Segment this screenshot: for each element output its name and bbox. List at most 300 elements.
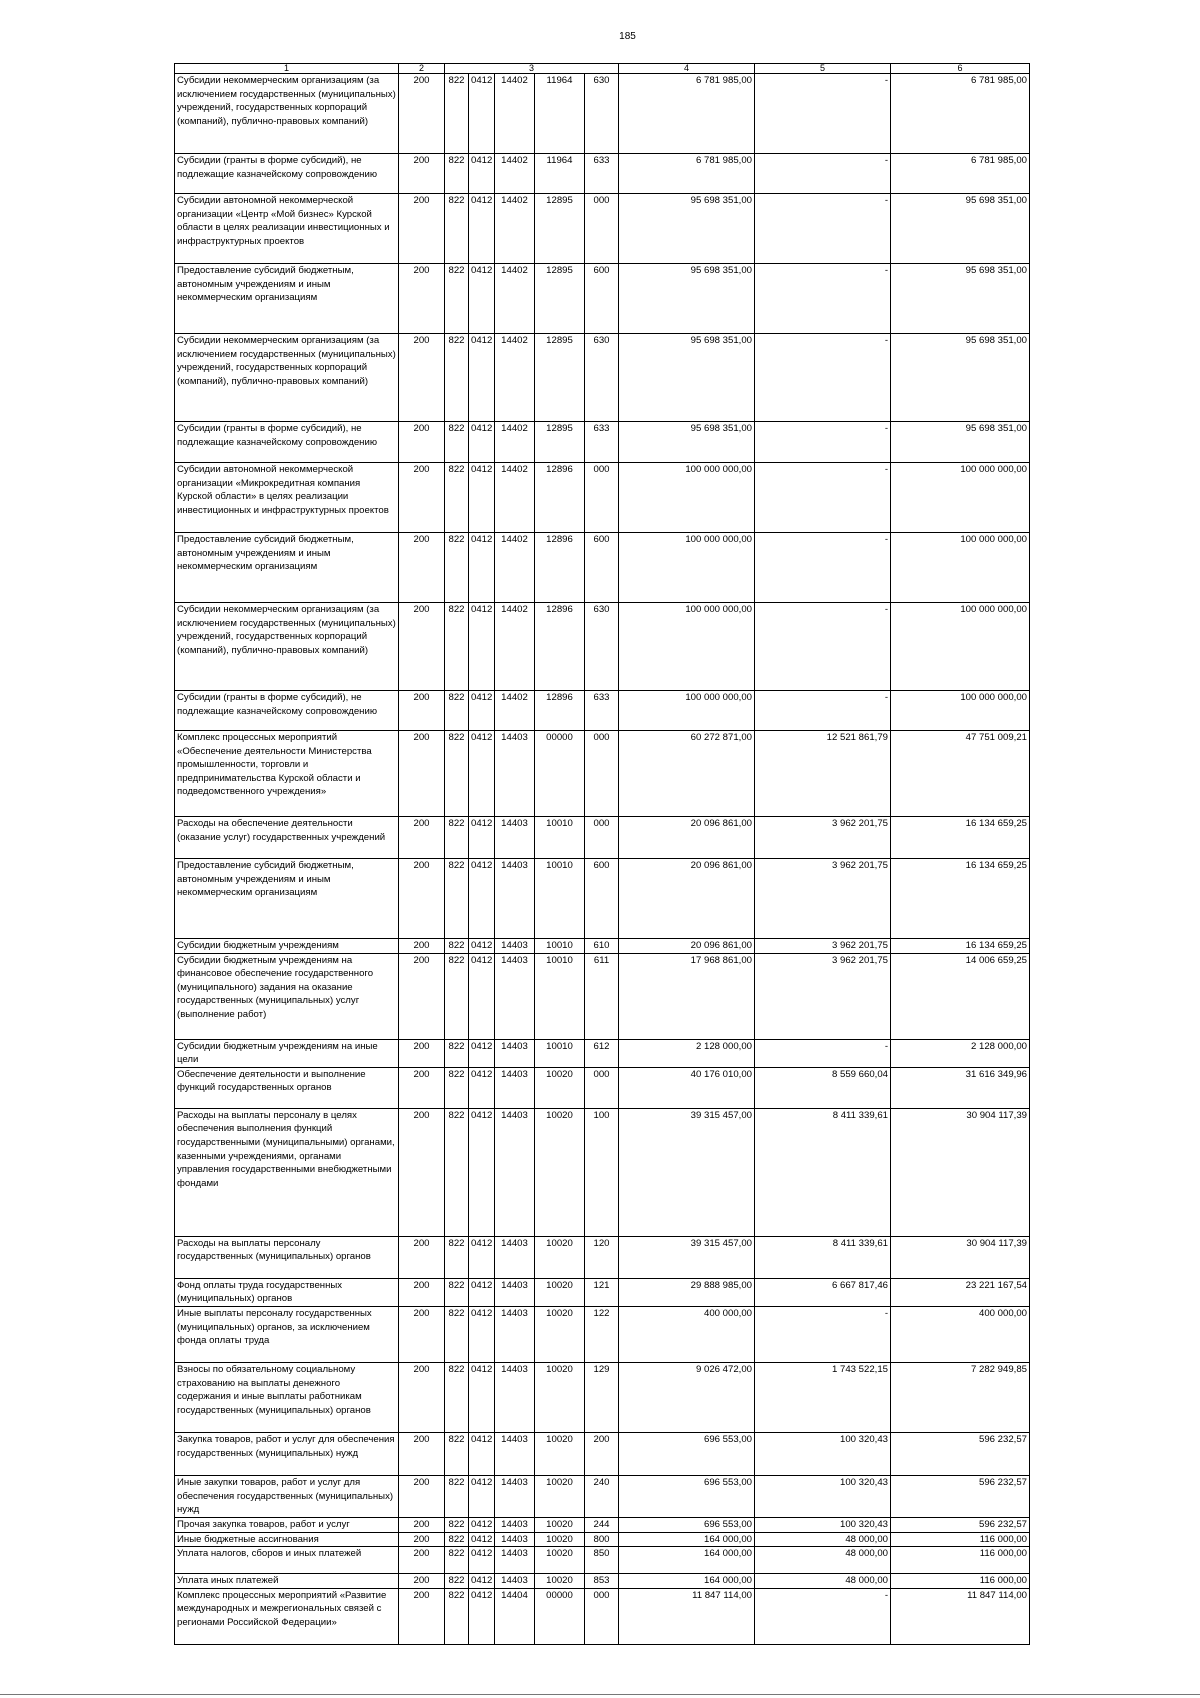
header-col-4: 4	[619, 64, 755, 74]
row-gr-code: 822	[445, 1108, 469, 1236]
row-approved: 164 000,00	[619, 1574, 755, 1589]
row-approved: 100 000 000,00	[619, 463, 755, 533]
row-direction-code: 12896	[535, 463, 585, 533]
row-code: 200	[399, 1108, 445, 1236]
row-name: Предоставление субсидий бюджетным, автономным учреждениям и иным некоммерческим организациям	[175, 533, 399, 603]
row-gr-code: 822	[445, 1532, 469, 1547]
row-name: Субсидии (гранты в форме субсидий), не подлежащие казначейскому сопровождению	[175, 691, 399, 731]
row-direction-code: 10020	[535, 1108, 585, 1236]
row-approved: 29 888 985,00	[619, 1278, 755, 1306]
row-unexecuted: 100 000 000,00	[891, 691, 1030, 731]
table-row	[175, 154, 1030, 194]
row-section-code: 0412	[469, 1108, 495, 1236]
row-direction-code: 10020	[535, 1236, 585, 1278]
row-approved: 100 000 000,00	[619, 533, 755, 603]
row-code: 200	[399, 1362, 445, 1432]
row-program-code: 14403	[495, 1532, 535, 1547]
row-direction-code: 12896	[535, 691, 585, 731]
row-code: 200	[399, 74, 445, 154]
row-name: Расходы на выплаты персоналу государственных (муниципальных) органов	[175, 1236, 399, 1278]
row-expense-type: 000	[585, 1067, 619, 1108]
row-unexecuted: 95 698 351,00	[891, 422, 1030, 463]
row-code: 200	[399, 817, 445, 859]
row-executed: -	[755, 74, 891, 154]
row-executed: 3 962 201,75	[755, 859, 891, 939]
row-unexecuted: 47 751 009,21	[891, 731, 1030, 817]
row-code: 200	[399, 1588, 445, 1644]
table-row	[175, 422, 1030, 463]
row-executed: 8 411 339,61	[755, 1236, 891, 1278]
row-executed: 48 000,00	[755, 1574, 891, 1589]
row-direction-code: 10020	[535, 1362, 585, 1432]
row-program-code: 14403	[495, 1517, 535, 1532]
row-expense-type: 610	[585, 939, 619, 954]
row-program-code: 14402	[495, 264, 535, 334]
row-expense-type: 850	[585, 1547, 619, 1574]
table-row	[175, 264, 1030, 334]
row-unexecuted: 100 000 000,00	[891, 463, 1030, 533]
row-program-code: 14403	[495, 1547, 535, 1574]
row-approved: 2 128 000,00	[619, 1039, 755, 1067]
row-expense-type: 244	[585, 1517, 619, 1532]
row-direction-code: 00000	[535, 1588, 585, 1644]
row-name: Расходы на обеспечение деятельности (оказание услуг) государственных учреждений	[175, 817, 399, 859]
row-approved: 40 176 010,00	[619, 1067, 755, 1108]
table-row	[175, 1574, 1030, 1589]
row-program-code: 14402	[495, 603, 535, 691]
row-name: Субсидии бюджетным учреждениям на иные цели	[175, 1039, 399, 1067]
row-name: Прочая закупка товаров, работ и услуг	[175, 1517, 399, 1532]
row-section-code: 0412	[469, 1574, 495, 1589]
row-section-code: 0412	[469, 1306, 495, 1362]
row-section-code: 0412	[469, 533, 495, 603]
row-executed: -	[755, 1588, 891, 1644]
row-approved: 95 698 351,00	[619, 194, 755, 264]
row-expense-type: 000	[585, 1588, 619, 1644]
row-name: Субсидии бюджетным учреждениям на финансовое обеспечение государственного (муниципального) задания на оказание государственных (муниципальных) услуг (выполнение работ)	[175, 953, 399, 1039]
row-approved: 696 553,00	[619, 1517, 755, 1532]
row-gr-code: 822	[445, 1278, 469, 1306]
row-program-code: 14403	[495, 859, 535, 939]
row-approved: 11 847 114,00	[619, 1588, 755, 1644]
row-section-code: 0412	[469, 1532, 495, 1547]
row-executed: -	[755, 194, 891, 264]
row-section-code: 0412	[469, 1475, 495, 1517]
row-expense-type: 100	[585, 1108, 619, 1236]
row-program-code: 14403	[495, 939, 535, 954]
row-gr-code: 822	[445, 691, 469, 731]
row-code: 200	[399, 939, 445, 954]
row-approved: 95 698 351,00	[619, 334, 755, 422]
row-expense-type: 612	[585, 1039, 619, 1067]
row-approved: 39 315 457,00	[619, 1108, 755, 1236]
row-approved: 17 968 861,00	[619, 953, 755, 1039]
row-executed: 8 559 660,04	[755, 1067, 891, 1108]
row-direction-code: 10010	[535, 1039, 585, 1067]
row-program-code: 14403	[495, 1039, 535, 1067]
row-program-code: 14403	[495, 1362, 535, 1432]
row-gr-code: 822	[445, 953, 469, 1039]
row-code: 200	[399, 1532, 445, 1547]
row-section-code: 0412	[469, 194, 495, 264]
row-direction-code: 12895	[535, 264, 585, 334]
header-col-5: 5	[755, 64, 891, 74]
table-row	[175, 953, 1030, 1039]
row-approved: 696 553,00	[619, 1432, 755, 1475]
table-row	[175, 1067, 1030, 1108]
row-expense-type: 129	[585, 1362, 619, 1432]
row-section-code: 0412	[469, 731, 495, 817]
row-name: Субсидии автономной некоммерческой организации «Микрокредитная компания Курской области» в целях реализации инвестиционных и инфраструктурных проектов	[175, 463, 399, 533]
table-row	[175, 463, 1030, 533]
row-gr-code: 822	[445, 1039, 469, 1067]
row-unexecuted: 23 221 167,54	[891, 1278, 1030, 1306]
row-direction-code: 12895	[535, 334, 585, 422]
row-code: 200	[399, 422, 445, 463]
row-code: 200	[399, 1432, 445, 1475]
row-name: Субсидии некоммерческим организациям (за исключением государственных (муниципальных) учреждений, государственных корпораций (компаний), публично-правовых компаний)	[175, 74, 399, 154]
row-name: Расходы на выплаты персоналу в целях обеспечения выполнения функций государственными (муниципальными) органами, казенными учреждениями, органами управления государственными внебюджетными фондами	[175, 1108, 399, 1236]
row-unexecuted: 95 698 351,00	[891, 334, 1030, 422]
row-executed: -	[755, 334, 891, 422]
row-expense-type: 630	[585, 334, 619, 422]
row-name: Комплекс процессных мероприятий «Развитие международных и межрегиональных связей с регионами Российской Федерации»	[175, 1588, 399, 1644]
row-direction-code: 10020	[535, 1517, 585, 1532]
row-code: 200	[399, 264, 445, 334]
row-name: Субсидии некоммерческим организациям (за исключением государственных (муниципальных) учреждений, государственных корпораций (компаний), публично-правовых компаний)	[175, 334, 399, 422]
row-section-code: 0412	[469, 74, 495, 154]
row-executed: -	[755, 691, 891, 731]
row-program-code: 14403	[495, 1278, 535, 1306]
table-row	[175, 74, 1030, 154]
table-row	[175, 1039, 1030, 1067]
row-unexecuted: 596 232,57	[891, 1432, 1030, 1475]
row-executed: -	[755, 264, 891, 334]
header-col-6: 6	[891, 64, 1030, 74]
row-executed: 100 320,43	[755, 1475, 891, 1517]
row-gr-code: 822	[445, 603, 469, 691]
row-unexecuted: 95 698 351,00	[891, 194, 1030, 264]
row-program-code: 14403	[495, 1306, 535, 1362]
row-program-code: 14403	[495, 1108, 535, 1236]
row-unexecuted: 596 232,57	[891, 1475, 1030, 1517]
row-name: Закупка товаров, работ и услуг для обеспечения государственных (муниципальных) нужд	[175, 1432, 399, 1475]
row-executed: 3 962 201,75	[755, 817, 891, 859]
row-unexecuted: 7 282 949,85	[891, 1362, 1030, 1432]
row-approved: 39 315 457,00	[619, 1236, 755, 1278]
row-program-code: 14403	[495, 1475, 535, 1517]
row-expense-type: 000	[585, 731, 619, 817]
row-approved: 60 272 871,00	[619, 731, 755, 817]
row-direction-code: 10010	[535, 859, 585, 939]
row-executed: 100 320,43	[755, 1517, 891, 1532]
row-direction-code: 10020	[535, 1547, 585, 1574]
row-code: 200	[399, 1039, 445, 1067]
table-row	[175, 334, 1030, 422]
row-name: Обеспечение деятельности и выполнение функций государственных органов	[175, 1067, 399, 1108]
row-program-code: 14402	[495, 463, 535, 533]
row-executed: -	[755, 1306, 891, 1362]
row-unexecuted: 400 000,00	[891, 1306, 1030, 1362]
row-expense-type: 633	[585, 154, 619, 194]
row-gr-code: 822	[445, 422, 469, 463]
row-direction-code: 00000	[535, 731, 585, 817]
row-unexecuted: 16 134 659,25	[891, 939, 1030, 954]
table-row	[175, 939, 1030, 954]
row-executed: 48 000,00	[755, 1547, 891, 1574]
row-executed: -	[755, 154, 891, 194]
row-code: 200	[399, 1278, 445, 1306]
row-expense-type: 000	[585, 817, 619, 859]
row-unexecuted: 116 000,00	[891, 1532, 1030, 1547]
row-approved: 400 000,00	[619, 1306, 755, 1362]
row-section-code: 0412	[469, 817, 495, 859]
row-approved: 6 781 985,00	[619, 154, 755, 194]
row-expense-type: 121	[585, 1278, 619, 1306]
table-row	[175, 691, 1030, 731]
row-unexecuted: 11 847 114,00	[891, 1588, 1030, 1644]
row-code: 200	[399, 1547, 445, 1574]
row-unexecuted: 16 134 659,25	[891, 859, 1030, 939]
row-gr-code: 822	[445, 264, 469, 334]
row-program-code: 14403	[495, 817, 535, 859]
header-row	[175, 64, 1030, 74]
row-program-code: 14404	[495, 1588, 535, 1644]
row-direction-code: 10020	[535, 1532, 585, 1547]
row-section-code: 0412	[469, 953, 495, 1039]
row-gr-code: 822	[445, 463, 469, 533]
row-unexecuted: 6 781 985,00	[891, 154, 1030, 194]
row-gr-code: 822	[445, 1475, 469, 1517]
row-code: 200	[399, 1236, 445, 1278]
row-name: Субсидии (гранты в форме субсидий), не подлежащие казначейскому сопровождению	[175, 422, 399, 463]
row-expense-type: 200	[585, 1432, 619, 1475]
row-executed: 1 743 522,15	[755, 1362, 891, 1432]
row-section-code: 0412	[469, 1547, 495, 1574]
row-section-code: 0412	[469, 1067, 495, 1108]
row-executed: 48 000,00	[755, 1532, 891, 1547]
row-code: 200	[399, 1306, 445, 1362]
row-expense-type: 800	[585, 1532, 619, 1547]
row-section-code: 0412	[469, 264, 495, 334]
row-code: 200	[399, 1475, 445, 1517]
row-executed: 3 962 201,75	[755, 939, 891, 954]
row-section-code: 0412	[469, 1517, 495, 1532]
row-section-code: 0412	[469, 334, 495, 422]
page-number: 185	[619, 31, 636, 42]
table-row	[175, 1532, 1030, 1547]
row-unexecuted: 100 000 000,00	[891, 533, 1030, 603]
row-code: 200	[399, 691, 445, 731]
row-program-code: 14402	[495, 154, 535, 194]
row-code: 200	[399, 533, 445, 603]
table-row	[175, 1475, 1030, 1517]
row-code: 200	[399, 859, 445, 939]
page-bottom-edge	[0, 1694, 1200, 1695]
row-code: 200	[399, 1067, 445, 1108]
row-unexecuted: 116 000,00	[891, 1574, 1030, 1589]
row-unexecuted: 100 000 000,00	[891, 603, 1030, 691]
table-row	[175, 731, 1030, 817]
header-col-2: 2	[399, 64, 445, 74]
row-expense-type: 630	[585, 74, 619, 154]
table-row	[175, 533, 1030, 603]
row-gr-code: 822	[445, 74, 469, 154]
table-row	[175, 194, 1030, 264]
row-code: 200	[399, 194, 445, 264]
row-section-code: 0412	[469, 1039, 495, 1067]
row-gr-code: 822	[445, 1432, 469, 1475]
row-code: 200	[399, 463, 445, 533]
row-approved: 20 096 861,00	[619, 817, 755, 859]
row-gr-code: 822	[445, 533, 469, 603]
row-program-code: 14402	[495, 422, 535, 463]
row-direction-code: 11964	[535, 154, 585, 194]
row-expense-type: 630	[585, 603, 619, 691]
row-code: 200	[399, 731, 445, 817]
row-expense-type: 122	[585, 1306, 619, 1362]
row-gr-code: 822	[445, 1588, 469, 1644]
row-program-code: 14403	[495, 1067, 535, 1108]
row-executed: -	[755, 422, 891, 463]
row-gr-code: 822	[445, 194, 469, 264]
row-name: Фонд оплаты труда государственных (муниципальных) органов	[175, 1278, 399, 1306]
row-direction-code: 12896	[535, 603, 585, 691]
row-expense-type: 000	[585, 463, 619, 533]
row-approved: 100 000 000,00	[619, 691, 755, 731]
row-section-code: 0412	[469, 859, 495, 939]
row-gr-code: 822	[445, 1574, 469, 1589]
row-section-code: 0412	[469, 603, 495, 691]
row-program-code: 14402	[495, 194, 535, 264]
row-direction-code: 10010	[535, 939, 585, 954]
row-gr-code: 822	[445, 154, 469, 194]
row-name: Субсидии некоммерческим организациям (за исключением государственных (муниципальных) учреждений, государственных корпораций (компаний), публично-правовых компаний)	[175, 603, 399, 691]
row-name: Взносы по обязательному социальному страхованию на выплаты денежного содержания и иные выплаты работникам государственных (муниципальных) органов	[175, 1362, 399, 1432]
row-name: Предоставление субсидий бюджетным, автономным учреждениям и иным некоммерческим организациям	[175, 859, 399, 939]
row-executed: 3 962 201,75	[755, 953, 891, 1039]
row-gr-code: 822	[445, 1362, 469, 1432]
row-program-code: 14403	[495, 1574, 535, 1589]
row-program-code: 14403	[495, 731, 535, 817]
row-section-code: 0412	[469, 463, 495, 533]
row-program-code: 14403	[495, 953, 535, 1039]
row-code: 200	[399, 1517, 445, 1532]
table-row	[175, 1517, 1030, 1532]
table-row	[175, 859, 1030, 939]
row-gr-code: 822	[445, 817, 469, 859]
row-code: 200	[399, 603, 445, 691]
row-expense-type: 633	[585, 691, 619, 731]
row-direction-code: 12895	[535, 194, 585, 264]
row-gr-code: 822	[445, 1067, 469, 1108]
row-gr-code: 822	[445, 334, 469, 422]
row-approved: 6 781 985,00	[619, 74, 755, 154]
row-approved: 9 026 472,00	[619, 1362, 755, 1432]
row-program-code: 14403	[495, 1236, 535, 1278]
row-code: 200	[399, 154, 445, 194]
row-unexecuted: 31 616 349,96	[891, 1067, 1030, 1108]
row-unexecuted: 30 904 117,39	[891, 1236, 1030, 1278]
row-expense-type: 600	[585, 533, 619, 603]
budget-table	[174, 63, 1030, 1645]
table-row	[175, 1432, 1030, 1475]
row-approved: 20 096 861,00	[619, 939, 755, 954]
header-col-1: 1	[175, 64, 399, 74]
row-direction-code: 12896	[535, 533, 585, 603]
row-section-code: 0412	[469, 1236, 495, 1278]
table-row	[175, 1306, 1030, 1362]
table-row	[175, 1278, 1030, 1306]
row-gr-code: 822	[445, 1306, 469, 1362]
row-section-code: 0412	[469, 1278, 495, 1306]
row-gr-code: 822	[445, 731, 469, 817]
row-unexecuted: 30 904 117,39	[891, 1108, 1030, 1236]
row-gr-code: 822	[445, 1517, 469, 1532]
row-direction-code: 10020	[535, 1574, 585, 1589]
row-unexecuted: 14 006 659,25	[891, 953, 1030, 1039]
row-unexecuted: 6 781 985,00	[891, 74, 1030, 154]
row-unexecuted: 2 128 000,00	[891, 1039, 1030, 1067]
row-approved: 20 096 861,00	[619, 859, 755, 939]
row-name: Субсидии автономной некоммерческой организации «Центр «Мой бизнес» Курской области в целях реализации инвестиционных и инфраструктурных проектов	[175, 194, 399, 264]
row-name: Субсидии (гранты в форме субсидий), не подлежащие казначейскому сопровождению	[175, 154, 399, 194]
row-name: Субсидии бюджетным учреждениям	[175, 939, 399, 954]
row-unexecuted: 95 698 351,00	[891, 264, 1030, 334]
row-direction-code: 10010	[535, 953, 585, 1039]
row-gr-code: 822	[445, 859, 469, 939]
row-unexecuted: 16 134 659,25	[891, 817, 1030, 859]
row-approved: 696 553,00	[619, 1475, 755, 1517]
row-code: 200	[399, 334, 445, 422]
row-expense-type: 240	[585, 1475, 619, 1517]
row-name: Иные закупки товаров, работ и услуг для обеспечения государственных (муниципальных) нужд	[175, 1475, 399, 1517]
table-row	[175, 1362, 1030, 1432]
row-section-code: 0412	[469, 154, 495, 194]
row-name: Комплекс процессных мероприятий «Обеспечение деятельности Министерства промышленности, торговли и предпринимательства Курской области и подведомственного учреждения»	[175, 731, 399, 817]
row-approved: 164 000,00	[619, 1547, 755, 1574]
row-unexecuted: 596 232,57	[891, 1517, 1030, 1532]
row-section-code: 0412	[469, 1588, 495, 1644]
row-executed: 8 411 339,61	[755, 1108, 891, 1236]
row-unexecuted: 116 000,00	[891, 1547, 1030, 1574]
row-program-code: 14402	[495, 691, 535, 731]
row-direction-code: 10020	[535, 1432, 585, 1475]
row-direction-code: 12895	[535, 422, 585, 463]
row-gr-code: 822	[445, 1547, 469, 1574]
row-executed: -	[755, 1039, 891, 1067]
row-approved: 164 000,00	[619, 1532, 755, 1547]
row-executed: -	[755, 463, 891, 533]
row-direction-code: 10020	[535, 1475, 585, 1517]
row-name: Уплата иных платежей	[175, 1574, 399, 1589]
row-gr-code: 822	[445, 939, 469, 954]
row-section-code: 0412	[469, 422, 495, 463]
row-executed: -	[755, 603, 891, 691]
row-approved: 95 698 351,00	[619, 422, 755, 463]
table-row	[175, 1547, 1030, 1574]
row-name: Иные выплаты персоналу государственных (муниципальных) органов, за исключением фонда оплаты труда	[175, 1306, 399, 1362]
row-approved: 100 000 000,00	[619, 603, 755, 691]
row-section-code: 0412	[469, 939, 495, 954]
row-name: Иные бюджетные ассигнования	[175, 1532, 399, 1547]
row-code: 200	[399, 953, 445, 1039]
row-expense-type: 120	[585, 1236, 619, 1278]
table-row	[175, 817, 1030, 859]
row-gr-code: 822	[445, 1236, 469, 1278]
table-row	[175, 1588, 1030, 1644]
row-section-code: 0412	[469, 691, 495, 731]
